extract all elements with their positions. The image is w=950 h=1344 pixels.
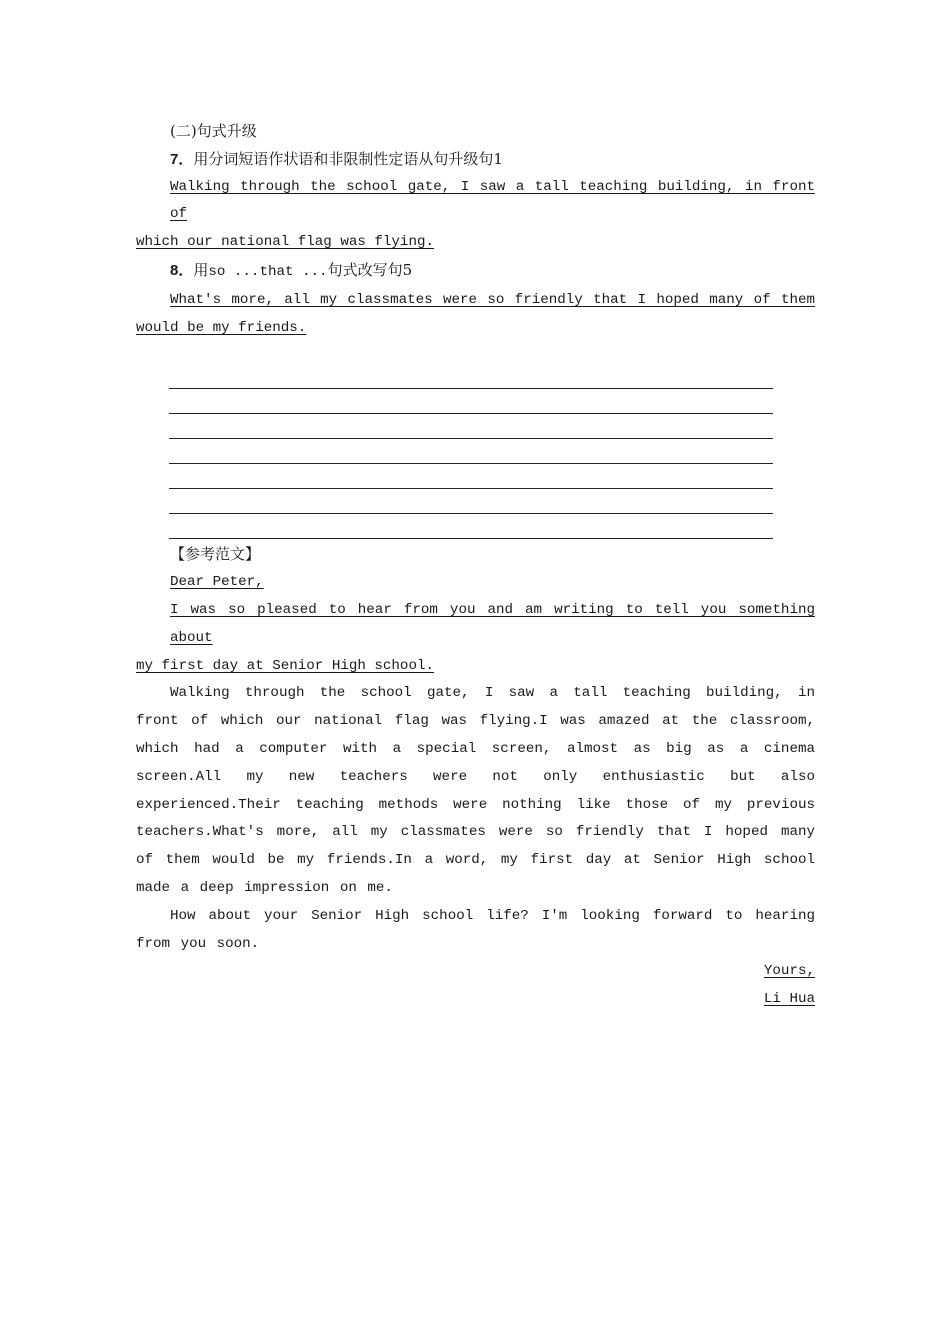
- blank-line: [169, 464, 773, 489]
- blank-line: [169, 489, 773, 514]
- item-8-instruction: [136, 257, 815, 287]
- item-7-instruction: [136, 146, 815, 174]
- letter-signoff-text: Yours,: [763, 963, 815, 980]
- blank-line: [169, 414, 773, 439]
- blank-line: [169, 439, 773, 464]
- letter-greeting-text: Dear Peter,: [170, 574, 264, 591]
- document-page: [136, 118, 815, 1014]
- item-8-answer-line-2: [136, 315, 815, 343]
- blank-line: [169, 514, 773, 539]
- letter-opening-line-1: [136, 597, 815, 653]
- item-8-number: 8．: [170, 261, 194, 279]
- item-8-answer-line-1: [136, 287, 815, 315]
- item-8-instruction-suffix: 句式改写句5: [327, 260, 413, 279]
- reference-heading: 【参考范文】: [170, 545, 261, 564]
- letter-signature: [136, 986, 815, 1014]
- letter-opening-text-1: I was so pleased to hear from you and am writing to tell you something about: [170, 601, 815, 646]
- item-7-answer-line-1: [136, 174, 815, 230]
- item-8-answer-text-2: would be my friends.: [136, 319, 307, 336]
- letter-opening-text-2: my first day at Senior High school.: [136, 657, 434, 674]
- item-8-instruction-prefix: 用: [193, 260, 209, 279]
- item-8-answer-text-1: What's more, all my classmates were so friendly that I hoped many of them: [170, 291, 815, 308]
- item-7-answer-text-1: Walking through the school gate, I saw a tall teaching building, in front of: [170, 178, 815, 223]
- item-8-instruction-code: so ...that ...: [208, 263, 328, 280]
- letter-body-paragraph: Walking through the school gate, I saw a tall teaching building, in front of which our national flag was flying.I was amazed at the classroom, which had a computer with a special screen, almost as big as a cinema screen.All my new teachers were not only enthusiastic but also experienced.Their teaching methods were nothing like those of my previous teachers.What's more, all my classmates were so friendly that I hoped many of them would be my friends.In a word, my first day at Senior High school made a deep impression on me.: [136, 685, 815, 896]
- letter-signoff: [136, 958, 815, 986]
- item-7-answer-line-2: [136, 229, 815, 257]
- letter-closing-paragraph: How about your Senior High school life? I'm looking forward to hearing from you soon.: [136, 907, 815, 952]
- letter-opening-line-2: [136, 653, 815, 681]
- blank-line: [169, 389, 773, 414]
- writing-blank-lines: [169, 388, 773, 539]
- item-7-answer-text-2: which our national flag was flying.: [136, 234, 434, 251]
- item-7-instruction-text: 用分词短语作状语和非限制性定语从句升级句1: [193, 149, 503, 168]
- item-7-number: 7．: [170, 150, 194, 168]
- section-title: (二)句式升级: [170, 122, 257, 140]
- letter-greeting: [136, 569, 815, 597]
- letter-signature-text: Li Hua: [763, 991, 815, 1008]
